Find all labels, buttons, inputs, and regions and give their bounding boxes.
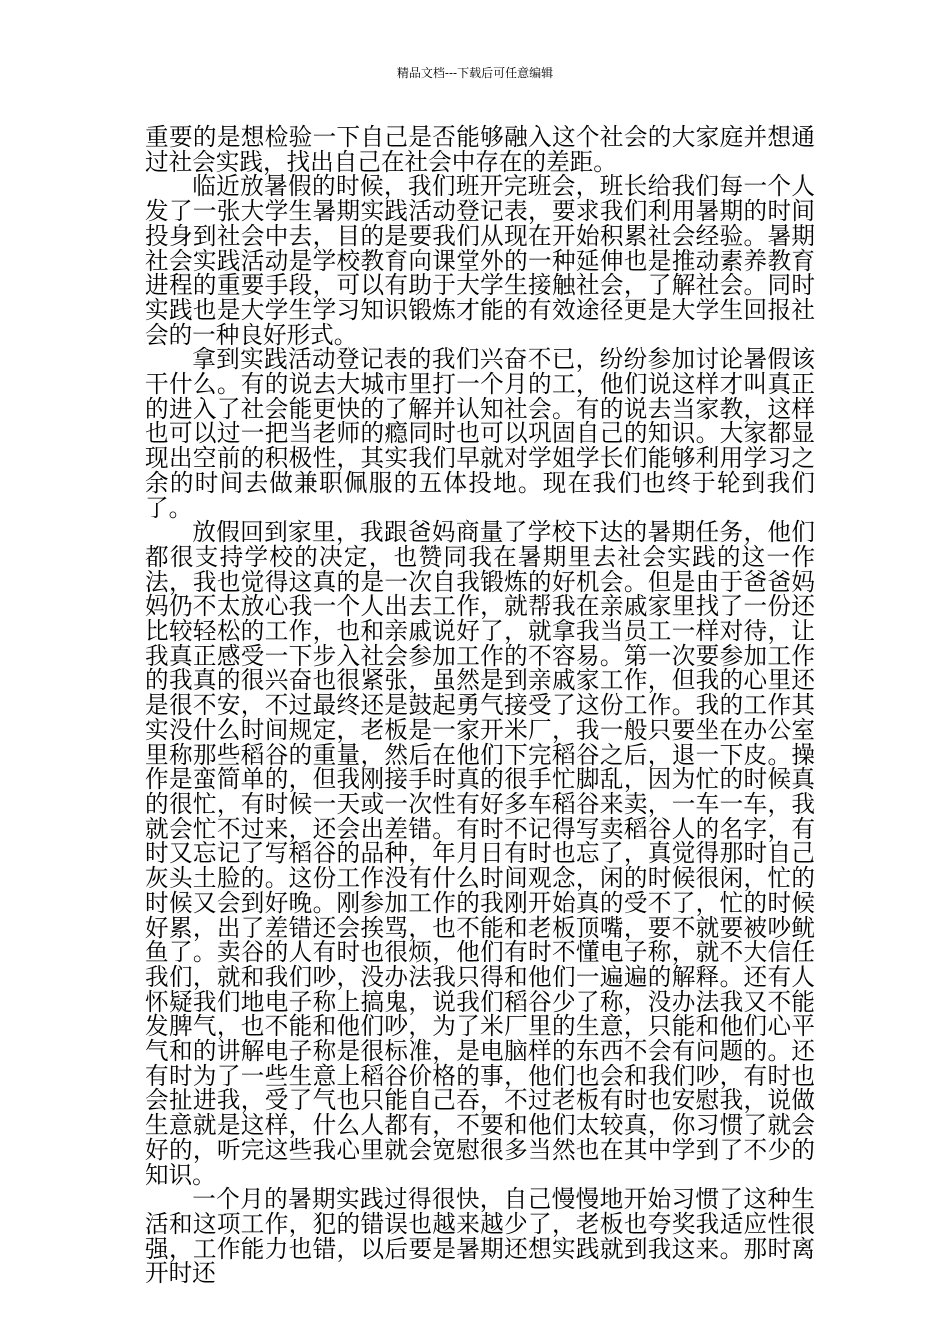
page-header: 精品文档---下载后可任意编辑 <box>396 66 554 80</box>
paragraph-3: 拿到实践活动登记表的我们兴奋不已，纷纷参加讨论暑假该干什么。有的说去大城市里打一个月的工，他们说这样才叫真正的进入了社会能更快的了解并认知社会。有的说去当家教，这样也可以过一把当老师的瘾同时也可以巩固自己的知识。大家都显现出空前的积极性，其实我们早就对学姐学长们能够利用学习之余的时间去做兼职佩服的五体投地。现在我们也终于轮到我们了。 <box>145 345 815 522</box>
paragraph-4: 放假回到家里，我跟爸妈商量了学校下达的暑期任务，他们都很支持学校的决定，也赞同我在暑期里去社会实践的这一作法，我也觉得这真的是一次自我锻炼的好机会。但是由于爸爸妈妈仍不太放心我一个人出去工作，就帮我在亲戚家里找了一份还比较轻松的工作，也和亲戚说好了，就拿我当员工一样对待，让我真正感受一下步入社会参加工作的不容易。第一次要参加工作的我真的很兴奋也很紧张，虽然是到亲戚家工作，但我的心里还是很不安，不过最终还是鼓起勇气接受了这份工作。我的工作其实没什么时间规定，老板是一家开米厂，我一般只要坐在办公室里称那些稻谷的重量，然后在他们下完稻谷之后，退一下皮。操作是蛮简单的，但我刚接手时真的很手忙脚乱，因为忙的时候真的很忙，有时候一天或一次性有好多车稻谷来卖，一车一车，我就会忙不过来，还会出差错。有时不记得写卖稻谷人的名字，有时又忘记了写稻谷的品种，年月日有时也忘了，真觉得那时自己灰头土脸的。这份工作没有什么时间观念，闲的时候很闲，忙的时候又会到好晚。刚参加工作的我刚开始真的受不了，忙的时候好累，出了差错还会挨骂，也不能和老板顶嘴，要不就要被吵鱿鱼了。卖谷的人有时也很烦，他们有时不懂电子称，就不大信任我们，就和我们吵，没办法我只得和他们一遍遍的解释。还有人怀疑我们地电子称上搞鬼，说我们稻谷少了称，没办法我又不能发脾气，也不能和他们吵，为了米厂里的生意，只能和他们心平气和的讲解电子称是很标准，是电脑样的东西不会有问题的。还有时为了一些生意上稻谷价格的事，他们也会和我们吵，有时也会扯进我，受了气也只能自己吞，不过老板有时也安慰我，说做生意就是这样，什么人都有，不要和他们太较真，你习惯了就会好的，听完这些我心里就会宽慰很多当然也在其中学到了不少的知识。 <box>145 518 815 1189</box>
paragraph-5: 一个月的暑期实践过得很快，自己慢慢地开始习惯了这种生活和这项工作，犯的错误也越来越少了，老板也夸奖我适应性很强，工作能力也错，以后要是暑期还想实践就到我这来。那时离开时还 <box>145 1185 815 1288</box>
document-body <box>145 125 815 1286</box>
paragraph-1: 重要的是想检验一下自己是否能够融入这个社会的大家庭并想通过社会实践，找出自己在社会中存在的差距。 <box>145 123 815 176</box>
paragraph-2: 临近放暑假的时候，我们班开完班会，班长给我们每一个人发了一张大学生暑期实践活动登记表，要求我们利用暑期的时间投身到社会中去，目的是要我们从现在开始积累社会经验。暑期社会实践活动是学校教育向课堂外的一种延伸也是推动素养教育进程的重要手段，可以有助于大学生接触社会，了解社会。同时实践也是大学生学习知识锻炼才能的有效途径更是大学生回报社会的一种良好形式。 <box>145 172 815 349</box>
